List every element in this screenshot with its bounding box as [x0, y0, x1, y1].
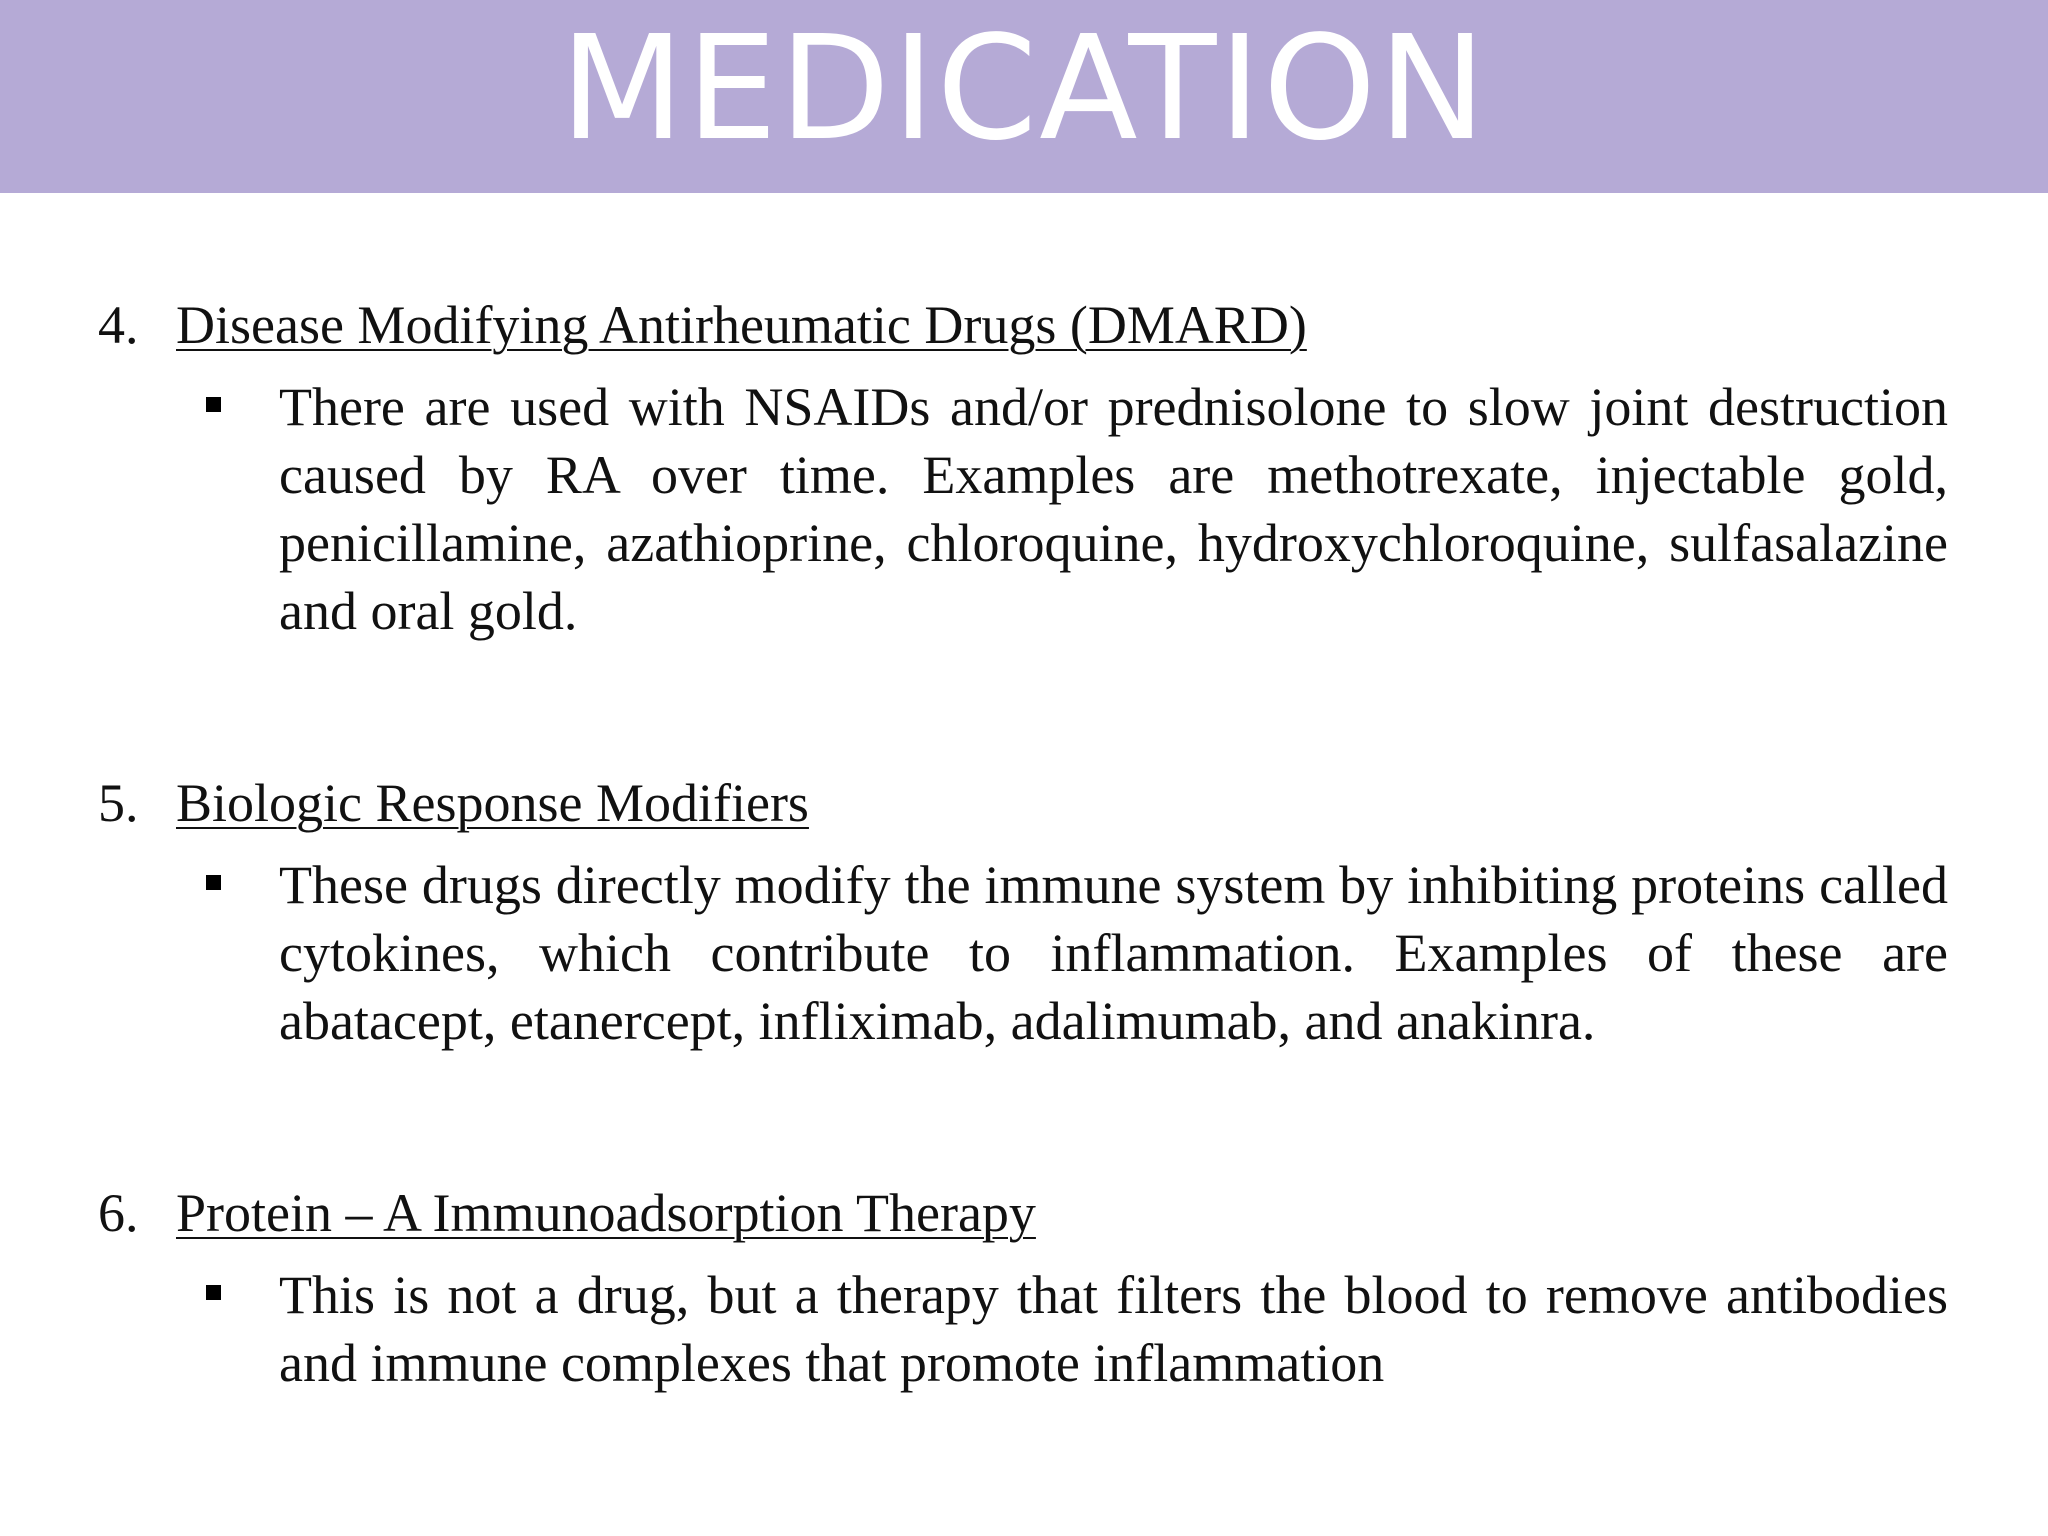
section-heading-text: Biologic Response Modifiers — [176, 773, 809, 833]
bullet-text: There are used with NSAIDs and/or prednisolone to slow joint destruction caused by RA over time. Examples are methotrexate, injectable gold, penicillamine, azathioprine, chloroquine, hydroxychloroquine, sulfasalazine and oral gold. — [279, 377, 1948, 641]
square-bullet-icon — [206, 1285, 221, 1300]
bullet-text: These drugs directly modify the immune system by inhibiting proteins called cytokines, which contribute to inflammation. Examples of these are abatacept, etanercept, infliximab, adalimumab, and anakinra. — [279, 855, 1948, 1051]
title-bar — [0, 0, 2048, 193]
square-bullet-icon — [206, 875, 221, 890]
section-number: 5. — [98, 773, 139, 833]
slide-title: MEDICATION — [560, 4, 1488, 172]
section-heading-text: Protein – A Immunoadsorption Therapy — [176, 1183, 1036, 1243]
square-bullet-icon — [206, 397, 221, 412]
section-heading-text: Disease Modifying Antirheumatic Drugs (DMARD) — [176, 295, 1307, 355]
section-number: 6. — [98, 1183, 139, 1243]
bullet-text: This is not a drug, but a therapy that filters the blood to remove antibodies and immune complexes that promote inflammation — [279, 1265, 1948, 1393]
section-number: 4. — [98, 295, 139, 355]
